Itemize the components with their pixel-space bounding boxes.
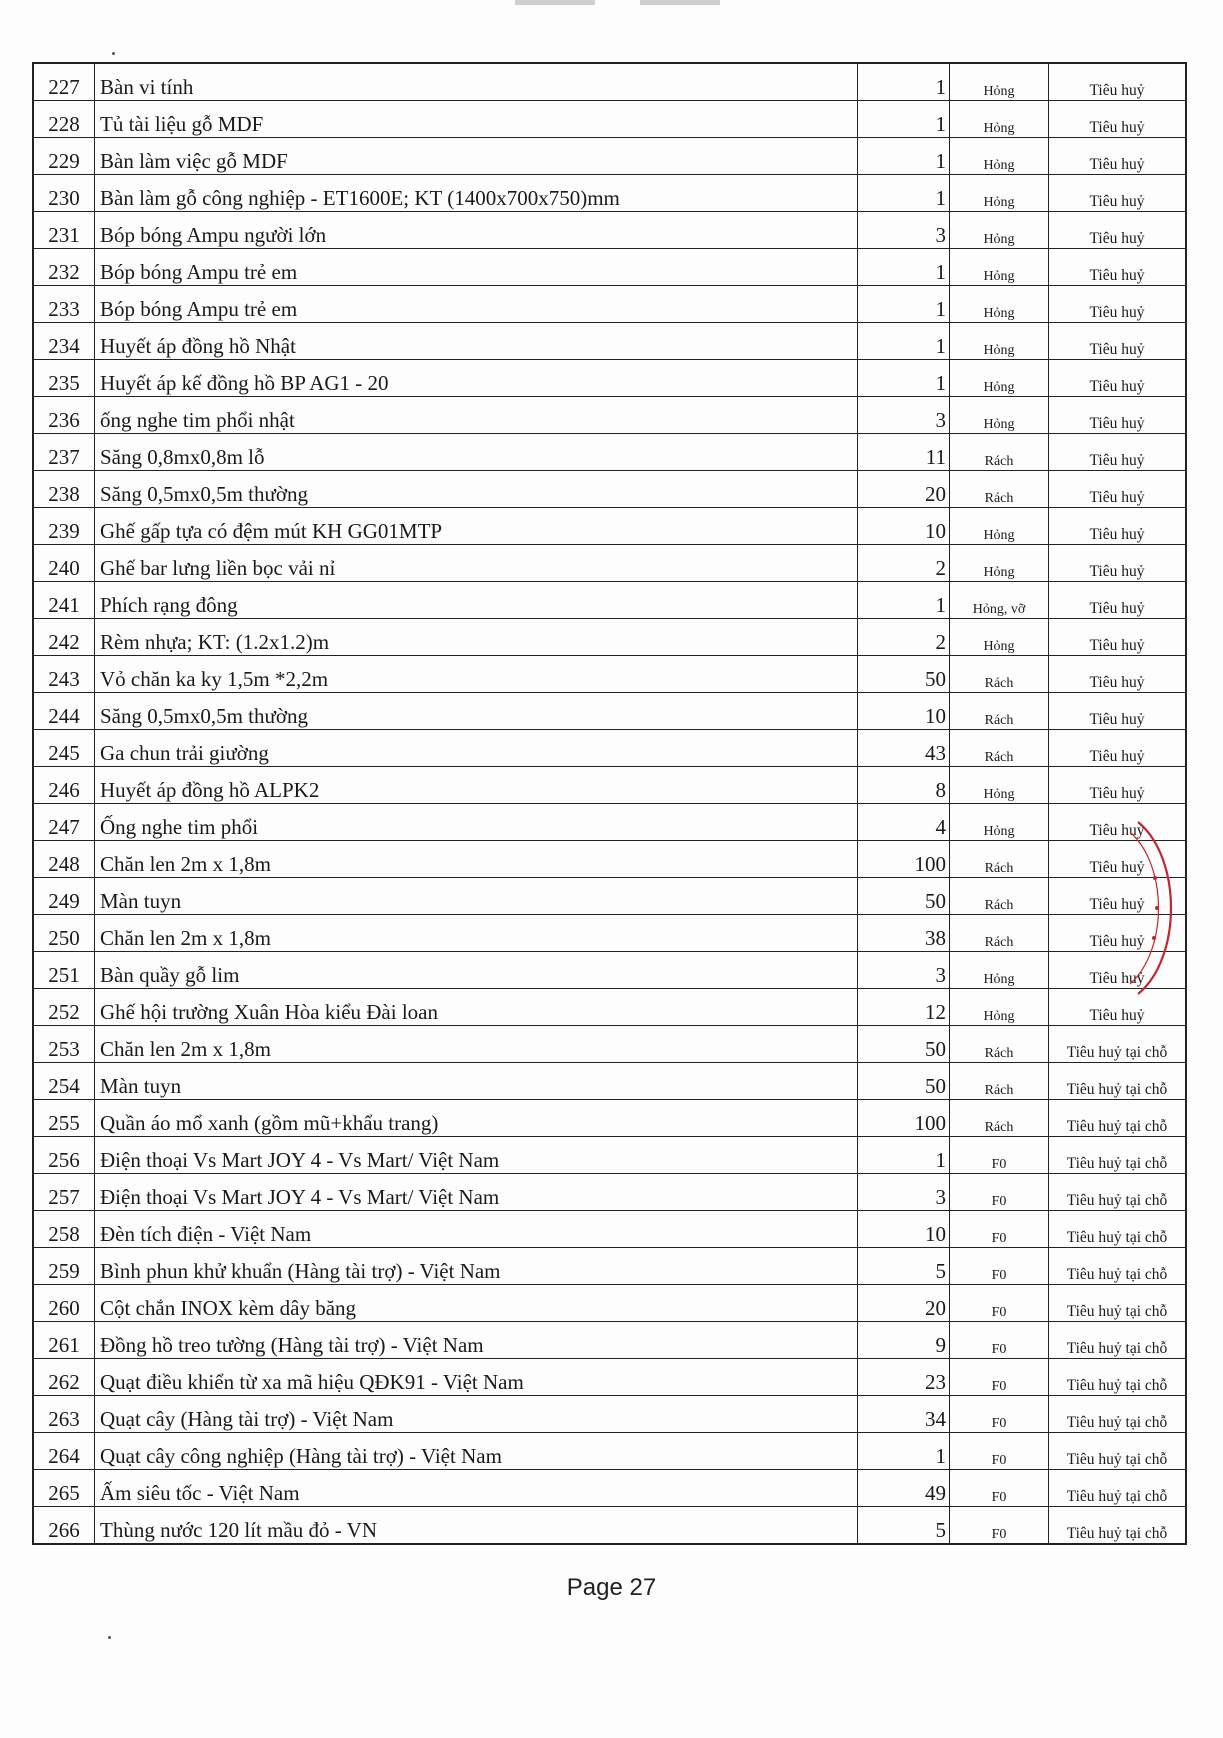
item-name: Bàn làm gỗ công nghiệp - ET1600E; KT (1400x700x750)mm: [95, 175, 858, 212]
table-row: [33, 693, 1186, 730]
item-condition: Hỏng: [950, 212, 1049, 249]
row-number: 231: [33, 212, 95, 249]
item-disposal-action: Tiêu huỷ: [1049, 545, 1187, 582]
item-condition: F0: [950, 1470, 1049, 1507]
item-disposal-action: Tiêu huỷ: [1049, 101, 1187, 138]
item-quantity: 10: [858, 693, 950, 730]
table-row: [33, 397, 1186, 434]
row-number: 264: [33, 1433, 95, 1470]
item-disposal-action: Tiêu huỷ: [1049, 360, 1187, 397]
item-name: Đèn tích điện - Việt Nam: [95, 1211, 858, 1248]
item-quantity: 1: [858, 323, 950, 360]
item-name: Màn tuyn: [95, 1063, 858, 1100]
item-disposal-action: Tiêu huỷ tại chỗ: [1049, 1100, 1187, 1137]
row-number: 252: [33, 989, 95, 1026]
table-row: [33, 656, 1186, 693]
item-name: Săng 0,8mx0,8m lỗ: [95, 434, 858, 471]
item-quantity: 3: [858, 952, 950, 989]
inventory-table: [32, 62, 1187, 1545]
item-name: Điện thoại Vs Mart JOY 4 - Vs Mart/ Việt Nam: [95, 1174, 858, 1211]
item-quantity: 1: [858, 249, 950, 286]
item-disposal-action: Tiêu huỷ: [1049, 63, 1187, 101]
item-quantity: 2: [858, 619, 950, 656]
table-row: [33, 175, 1186, 212]
row-number: 236: [33, 397, 95, 434]
item-disposal-action: Tiêu huỷ tại chỗ: [1049, 1359, 1187, 1396]
item-condition: F0: [950, 1285, 1049, 1322]
item-condition: Hỏng: [950, 175, 1049, 212]
row-number: 265: [33, 1470, 95, 1507]
row-number: 259: [33, 1248, 95, 1285]
table-row: [33, 1100, 1186, 1137]
item-name: Vỏ chăn ka ky 1,5m *2,2m: [95, 656, 858, 693]
table-row: [33, 286, 1186, 323]
row-number: 250: [33, 915, 95, 952]
item-quantity: 23: [858, 1359, 950, 1396]
item-name: Rèm nhựa; KT: (1.2x1.2)m: [95, 619, 858, 656]
item-name: Phích rạng đông: [95, 582, 858, 619]
item-quantity: 1: [858, 101, 950, 138]
item-disposal-action: Tiêu huỷ: [1049, 804, 1187, 841]
item-quantity: 10: [858, 508, 950, 545]
item-condition: Rách: [950, 434, 1049, 471]
row-number: 246: [33, 767, 95, 804]
item-quantity: 9: [858, 1322, 950, 1359]
item-disposal-action: Tiêu huỷ tại chỗ: [1049, 1063, 1187, 1100]
row-number: 230: [33, 175, 95, 212]
table-row: [33, 360, 1186, 397]
item-name: Bàn quầy gỗ lim: [95, 952, 858, 989]
row-number: 239: [33, 508, 95, 545]
table-row: [33, 1322, 1186, 1359]
item-disposal-action: Tiêu huỷ tại chỗ: [1049, 1507, 1187, 1545]
item-name: Quạt cây công nghiệp (Hàng tài trợ) - Việt Nam: [95, 1433, 858, 1470]
table-row: [33, 434, 1186, 471]
item-quantity: 4: [858, 804, 950, 841]
row-number: 238: [33, 471, 95, 508]
inventory-table-body: [33, 63, 1186, 1544]
item-condition: Hỏng: [950, 63, 1049, 101]
item-name: Chăn len 2m x 1,8m: [95, 915, 858, 952]
item-disposal-action: Tiêu huỷ: [1049, 656, 1187, 693]
table-row: [33, 1174, 1186, 1211]
scan-edge-mark: [515, 0, 595, 5]
table-row: [33, 1248, 1186, 1285]
table-row: [33, 212, 1186, 249]
item-disposal-action: Tiêu huỷ: [1049, 323, 1187, 360]
item-quantity: 1: [858, 1137, 950, 1174]
item-disposal-action: Tiêu huỷ: [1049, 878, 1187, 915]
item-quantity: 1: [858, 360, 950, 397]
row-number: 254: [33, 1063, 95, 1100]
item-name: Chăn len 2m x 1,8m: [95, 1026, 858, 1063]
item-disposal-action: Tiêu huỷ: [1049, 138, 1187, 175]
item-quantity: 12: [858, 989, 950, 1026]
item-quantity: 20: [858, 471, 950, 508]
item-condition: Rách: [950, 1063, 1049, 1100]
item-quantity: 43: [858, 730, 950, 767]
item-quantity: 1: [858, 63, 950, 101]
row-number: 256: [33, 1137, 95, 1174]
item-quantity: 1: [858, 582, 950, 619]
item-quantity: 5: [858, 1248, 950, 1285]
item-condition: Hỏng: [950, 286, 1049, 323]
item-quantity: 11: [858, 434, 950, 471]
item-name: Quạt điều khiển từ xa mã hiệu QĐK91 - Việt Nam: [95, 1359, 858, 1396]
table-row: [33, 138, 1186, 175]
item-disposal-action: Tiêu huỷ: [1049, 397, 1187, 434]
table-row: [33, 730, 1186, 767]
item-disposal-action: Tiêu huỷ tại chỗ: [1049, 1396, 1187, 1433]
row-number: 228: [33, 101, 95, 138]
row-number: 263: [33, 1396, 95, 1433]
item-condition: Hỏng: [950, 619, 1049, 656]
item-quantity: 34: [858, 1396, 950, 1433]
row-number: 253: [33, 1026, 95, 1063]
item-quantity: 100: [858, 841, 950, 878]
item-disposal-action: Tiêu huỷ: [1049, 471, 1187, 508]
table-row: [33, 508, 1186, 545]
scan-speck: [108, 1636, 111, 1639]
row-number: 234: [33, 323, 95, 360]
item-quantity: 3: [858, 212, 950, 249]
item-name: Săng 0,5mx0,5m thường: [95, 471, 858, 508]
item-name: Chăn len 2m x 1,8m: [95, 841, 858, 878]
item-condition: Rách: [950, 656, 1049, 693]
table-row: [33, 545, 1186, 582]
item-quantity: 3: [858, 1174, 950, 1211]
item-condition: F0: [950, 1359, 1049, 1396]
item-disposal-action: Tiêu huỷ: [1049, 582, 1187, 619]
item-disposal-action: Tiêu huỷ: [1049, 952, 1187, 989]
item-disposal-action: Tiêu huỷ: [1049, 508, 1187, 545]
item-condition: Hỏng: [950, 101, 1049, 138]
item-name: Săng 0,5mx0,5m thường: [95, 693, 858, 730]
item-name: Điện thoại Vs Mart JOY 4 - Vs Mart/ Việt Nam: [95, 1137, 858, 1174]
item-condition: F0: [950, 1211, 1049, 1248]
item-name: Cột chắn INOX kèm dây băng: [95, 1285, 858, 1322]
table-row: [33, 1211, 1186, 1248]
item-disposal-action: Tiêu huỷ: [1049, 693, 1187, 730]
item-condition: F0: [950, 1174, 1049, 1211]
row-number: 229: [33, 138, 95, 175]
row-number: 244: [33, 693, 95, 730]
item-name: Thùng nước 120 lít mầu đỏ - VN: [95, 1507, 858, 1545]
table-row: [33, 989, 1186, 1026]
page-number: Page 27: [566, 1574, 657, 1601]
item-name: Quạt cây (Hàng tài trợ) - Việt Nam: [95, 1396, 858, 1433]
row-number: 232: [33, 249, 95, 286]
item-name: Huyết áp kế đồng hồ BP AG1 - 20: [95, 360, 858, 397]
item-name: Đồng hồ treo tường (Hàng tài trợ) - Việt Nam: [95, 1322, 858, 1359]
row-number: 245: [33, 730, 95, 767]
item-quantity: 49: [858, 1470, 950, 1507]
item-name: Ống nghe tim phổi: [95, 804, 858, 841]
item-disposal-action: Tiêu huỷ tại chỗ: [1049, 1137, 1187, 1174]
item-name: Bàn vi tính: [95, 63, 858, 101]
item-condition: Hỏng: [950, 323, 1049, 360]
item-condition: Rách: [950, 1026, 1049, 1063]
table-row: [33, 582, 1186, 619]
item-quantity: 10: [858, 1211, 950, 1248]
table-row: [33, 952, 1186, 989]
item-name: Bàn làm việc gỗ MDF: [95, 138, 858, 175]
item-quantity: 1: [858, 138, 950, 175]
item-condition: Hỏng, vỡ: [950, 582, 1049, 619]
row-number: 241: [33, 582, 95, 619]
row-number: 255: [33, 1100, 95, 1137]
item-disposal-action: Tiêu huỷ: [1049, 286, 1187, 323]
row-number: 258: [33, 1211, 95, 1248]
item-name: Bóp bóng Ampu trẻ em: [95, 286, 858, 323]
item-quantity: 3: [858, 397, 950, 434]
table-row: [33, 1396, 1186, 1433]
item-quantity: 100: [858, 1100, 950, 1137]
row-number: 257: [33, 1174, 95, 1211]
table-row: [33, 1359, 1186, 1396]
item-quantity: 50: [858, 1026, 950, 1063]
row-number: 247: [33, 804, 95, 841]
item-disposal-action: Tiêu huỷ: [1049, 619, 1187, 656]
item-quantity: 1: [858, 1433, 950, 1470]
item-condition: Hỏng: [950, 138, 1049, 175]
item-disposal-action: Tiêu huỷ tại chỗ: [1049, 1433, 1187, 1470]
scan-speck: [112, 52, 115, 55]
item-name: ống nghe tim phổi nhật: [95, 397, 858, 434]
item-quantity: 1: [858, 175, 950, 212]
item-name: Tủ tài liệu gỗ MDF: [95, 101, 858, 138]
item-condition: F0: [950, 1507, 1049, 1545]
row-number: 266: [33, 1507, 95, 1545]
item-condition: Rách: [950, 730, 1049, 767]
item-quantity: 50: [858, 656, 950, 693]
row-number: 227: [33, 63, 95, 101]
row-number: 235: [33, 360, 95, 397]
item-condition: Hỏng: [950, 249, 1049, 286]
item-name: Ghế bar lưng liền bọc vải nỉ: [95, 545, 858, 582]
item-condition: F0: [950, 1248, 1049, 1285]
item-condition: Hỏng: [950, 545, 1049, 582]
item-condition: F0: [950, 1322, 1049, 1359]
item-quantity: 1: [858, 286, 950, 323]
row-number: 251: [33, 952, 95, 989]
item-name: Huyết áp đồng hồ ALPK2: [95, 767, 858, 804]
item-name: Ga chun trải giường: [95, 730, 858, 767]
table-row: [33, 804, 1186, 841]
red-stamp-seal: [1120, 818, 1223, 998]
item-disposal-action: Tiêu huỷ tại chỗ: [1049, 1026, 1187, 1063]
item-disposal-action: Tiêu huỷ: [1049, 212, 1187, 249]
item-disposal-action: Tiêu huỷ: [1049, 434, 1187, 471]
item-condition: Rách: [950, 915, 1049, 952]
item-condition: Hỏng: [950, 397, 1049, 434]
item-disposal-action: Tiêu huỷ: [1049, 249, 1187, 286]
row-number: 240: [33, 545, 95, 582]
item-disposal-action: Tiêu huỷ: [1049, 841, 1187, 878]
item-disposal-action: Tiêu huỷ tại chỗ: [1049, 1174, 1187, 1211]
table-row: [33, 915, 1186, 952]
table-row: [33, 878, 1186, 915]
item-name: Quần áo mổ xanh (gồm mũ+khẩu trang): [95, 1100, 858, 1137]
item-disposal-action: Tiêu huỷ tại chỗ: [1049, 1285, 1187, 1322]
row-number: 262: [33, 1359, 95, 1396]
table-row: [33, 841, 1186, 878]
item-disposal-action: Tiêu huỷ: [1049, 730, 1187, 767]
table-row: [33, 619, 1186, 656]
item-name: Ghế gấp tựa có đệm mút KH GG01MTP: [95, 508, 858, 545]
item-name: Huyết áp đồng hồ Nhật: [95, 323, 858, 360]
row-number: 260: [33, 1285, 95, 1322]
item-name: Bình phun khử khuẩn (Hàng tài trợ) - Việt Nam: [95, 1248, 858, 1285]
item-condition: Hỏng: [950, 804, 1049, 841]
item-disposal-action: Tiêu huỷ tại chỗ: [1049, 1248, 1187, 1285]
table-row: [33, 1026, 1186, 1063]
item-condition: F0: [950, 1433, 1049, 1470]
table-row: [33, 1285, 1186, 1322]
row-number: 233: [33, 286, 95, 323]
table-row: [33, 471, 1186, 508]
item-quantity: 2: [858, 545, 950, 582]
item-disposal-action: Tiêu huỷ tại chỗ: [1049, 1322, 1187, 1359]
table-row: [33, 1433, 1186, 1470]
table-row: [33, 1063, 1186, 1100]
table-row: [33, 1470, 1186, 1507]
item-condition: Rách: [950, 878, 1049, 915]
item-disposal-action: Tiêu huỷ: [1049, 175, 1187, 212]
item-name: Bóp bóng Ampu người lớn: [95, 212, 858, 249]
item-quantity: 50: [858, 1063, 950, 1100]
row-number: 249: [33, 878, 95, 915]
item-disposal-action: Tiêu huỷ tại chỗ: [1049, 1470, 1187, 1507]
table-row: [33, 767, 1186, 804]
item-condition: F0: [950, 1137, 1049, 1174]
table-row: [33, 1137, 1186, 1174]
item-disposal-action: Tiêu huỷ: [1049, 915, 1187, 952]
table-row: [33, 249, 1186, 286]
row-number: 242: [33, 619, 95, 656]
item-disposal-action: Tiêu huỷ: [1049, 767, 1187, 804]
row-number: 237: [33, 434, 95, 471]
item-condition: F0: [950, 1396, 1049, 1433]
item-name: Ấm siêu tốc - Việt Nam: [95, 1470, 858, 1507]
item-condition: Hỏng: [950, 508, 1049, 545]
table-row: [33, 63, 1186, 101]
item-name: Màn tuyn: [95, 878, 858, 915]
row-number: 261: [33, 1322, 95, 1359]
item-condition: Rách: [950, 693, 1049, 730]
item-quantity: 8: [858, 767, 950, 804]
table-row: [33, 1507, 1186, 1545]
item-quantity: 38: [858, 915, 950, 952]
item-quantity: 5: [858, 1507, 950, 1545]
table-row: [33, 323, 1186, 360]
row-number: 243: [33, 656, 95, 693]
table-row: [33, 101, 1186, 138]
item-name: Ghế hội trường Xuân Hòa kiểu Đài loan: [95, 989, 858, 1026]
scan-edge-mark: [640, 0, 720, 5]
item-quantity: 50: [858, 878, 950, 915]
item-condition: Hỏng: [950, 360, 1049, 397]
item-condition: Hỏng: [950, 952, 1049, 989]
item-condition: Hỏng: [950, 989, 1049, 1026]
item-condition: Rách: [950, 841, 1049, 878]
item-condition: Hỏng: [950, 767, 1049, 804]
item-condition: Rách: [950, 1100, 1049, 1137]
item-quantity: 20: [858, 1285, 950, 1322]
row-number: 248: [33, 841, 95, 878]
item-disposal-action: Tiêu huỷ tại chỗ: [1049, 1211, 1187, 1248]
item-condition: Rách: [950, 471, 1049, 508]
item-disposal-action: Tiêu huỷ: [1049, 989, 1187, 1026]
item-name: Bóp bóng Ampu trẻ em: [95, 249, 858, 286]
